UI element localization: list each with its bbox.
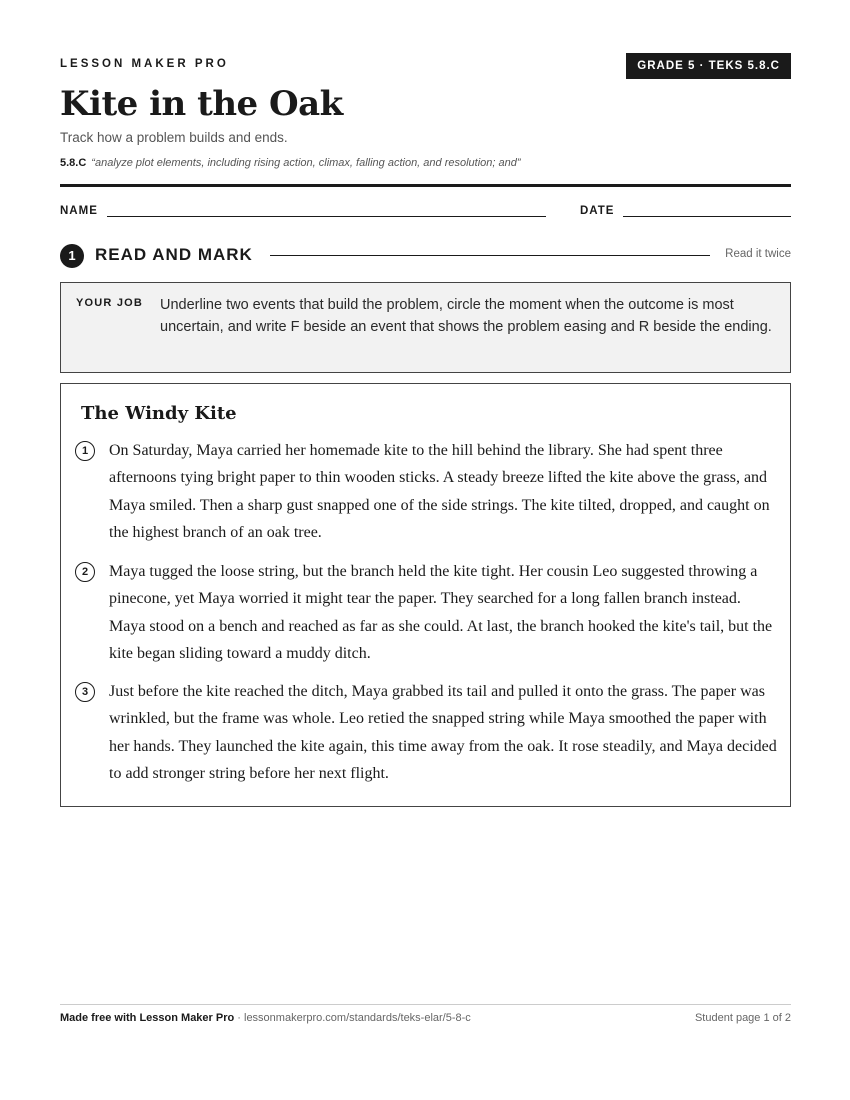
section-number: 1 <box>60 244 84 268</box>
page-subtitle: Track how a problem builds and ends. <box>60 130 288 145</box>
instructions-text: Underline two events that build the problem, circle the moment when the outcome is most uncertain, and write F beside an event that shows the problem easing and R beside the ending. <box>160 297 772 335</box>
header-divider <box>60 184 791 187</box>
page-indicator: Student page 1 of 2 <box>694 1012 791 1024</box>
instructions-label: YOUR JOB <box>76 297 144 309</box>
paragraph-text: On Saturday, Maya carried her homemade kite to the hill behind the library. She had spent three afternoons tying bright paper to thin wooden sticks. A steady breeze lifted the kite above the grass, and Maya smiled. Then a sharp gust snapped one of the side strings. The kite tilted, dropped, and caught on the highest branch of an oak tree. <box>109 442 770 541</box>
story-title: The Windy Kite <box>81 403 237 424</box>
footer-divider <box>60 1004 791 1005</box>
standard-code: 5.8.C <box>60 157 87 169</box>
paragraph-number: 3 <box>75 682 95 702</box>
instructions-box <box>60 282 791 373</box>
grade-badge: GRADE 5 · TEKS 5.8.C <box>626 53 791 79</box>
footer-made-by: Made free with Lesson Maker Pro <box>60 1012 235 1024</box>
footer-credit <box>60 1012 471 1024</box>
paragraph-text: Just before the kite reached the ditch, Maya grabbed its tail and pulled it onto the grass. The paper was wrinkled, but the frame was whole. Leo retied the snapped string while Maya smoothed the paper with her hands. They launched the kite again, this time away from the oak. It rose steadily, and Maya decided to add stronger string before her next flight. <box>109 683 777 782</box>
story-box <box>60 383 791 807</box>
worksheet-page <box>60 0 791 1100</box>
standard-line <box>60 157 521 169</box>
name-field[interactable] <box>107 216 546 217</box>
footer-url: · lessonmakerpro.com/standards/teks-elar/5-8-c <box>234 1012 471 1024</box>
section-title: READ AND MARK <box>95 245 253 264</box>
standard-text: “analyze plot elements, including rising action, climax, falling action, and resolution; and” <box>91 157 521 169</box>
section-header <box>60 243 791 268</box>
date-field[interactable] <box>623 216 791 217</box>
brand-name: LESSON MAKER PRO <box>60 58 229 70</box>
paragraph-text: Maya tugged the loose string, but the branch held the kite tight. Her cousin Leo suggested throwing a pinecone, yet Maya worried it might tear the paper. They searched for a long fallen branch instead. Maya stood on a bench and reached as far as she could. At last, the branch hooked the kite's tail, but the kite began sliding toward a muddy ditch. <box>109 563 773 662</box>
paragraph-number: 1 <box>75 441 95 461</box>
paragraph-number: 2 <box>75 562 95 582</box>
name-label: NAME <box>60 205 98 217</box>
section-note: Read it twice <box>725 248 791 260</box>
date-label: DATE <box>580 205 615 217</box>
section-divider <box>270 255 710 256</box>
page-title: Kite in the Oak <box>60 84 343 124</box>
